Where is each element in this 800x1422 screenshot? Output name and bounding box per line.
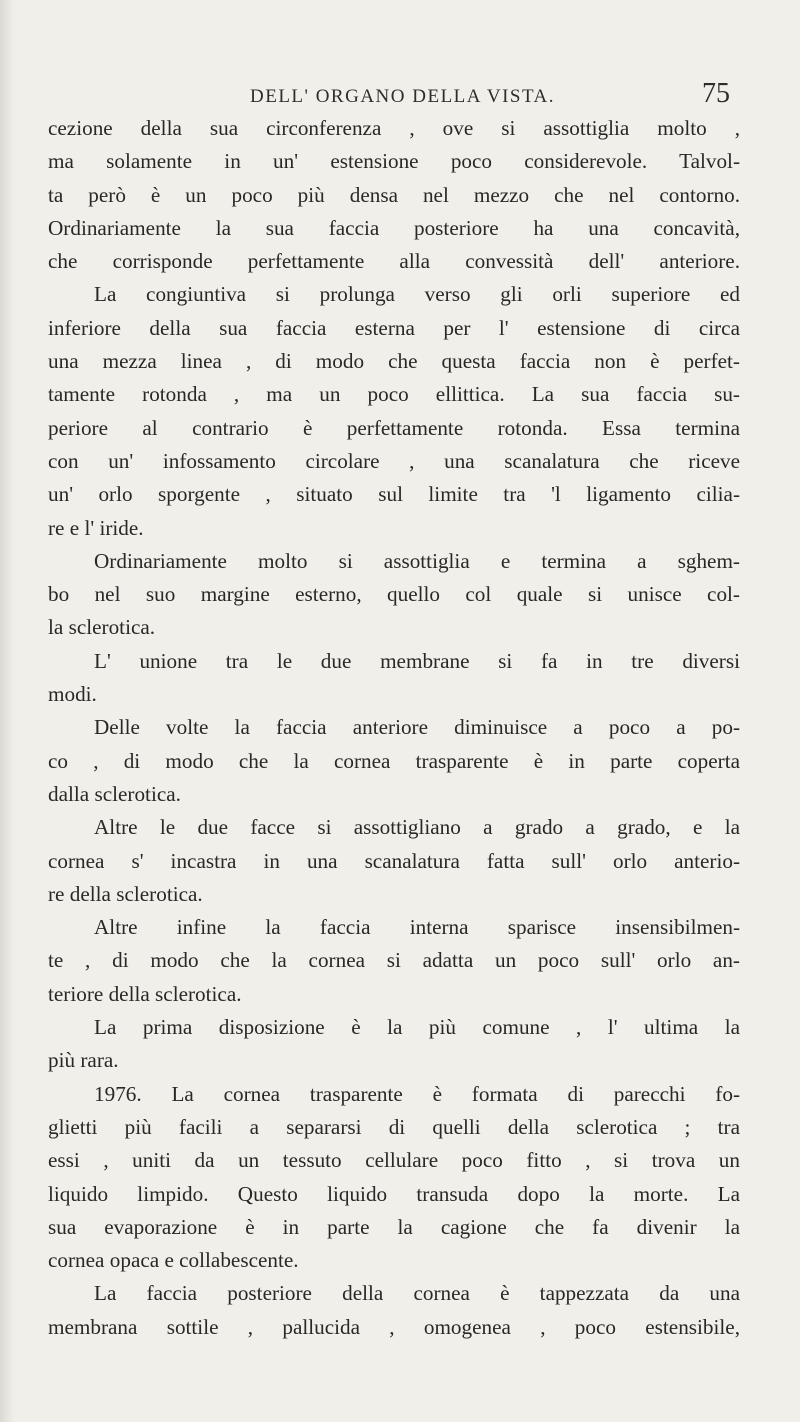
text-line: dalla sclerotica.	[48, 781, 181, 806]
text-line: membrana sottile , pallucida , omogenea , poco estensibile,	[48, 1314, 740, 1339]
text-line: sua evaporazione è in parte la cagione che fa divenir la	[48, 1214, 740, 1239]
text-line: tamente rotonda , ma un poco ellittica. La sua faccia su-	[48, 382, 740, 407]
text-line: 1976. La cornea trasparente è formata di parecchi fo-	[94, 1081, 740, 1106]
text-line: un' orlo sporgente , situato sul limite tra 'l ligamento cilia-	[48, 482, 740, 507]
text-line: Altre le due facce si assottigliano a grado a grado, e la	[94, 815, 740, 840]
text-line: modi.	[48, 682, 97, 707]
text-line: che corrisponde perfettamente alla convessità dell' anteriore.	[48, 249, 740, 274]
text-line: re della sclerotica.	[48, 881, 203, 906]
text-line: essi , uniti da un tessuto cellulare poco fitto , si trova un	[48, 1148, 740, 1173]
text-line: Altre infine la faccia interna sparisce insensibilmen-	[94, 915, 740, 940]
text-line: La faccia posteriore della cornea è tappezzata da una	[94, 1281, 740, 1306]
text-line: cezione della sua circonferenza , ove si assottiglia molto ,	[48, 116, 740, 140]
text-line: con un' infossamento circolare , una scanalatura che riceve	[48, 448, 740, 473]
text-line: Delle volte la faccia anteriore diminuisce a poco a po-	[94, 715, 740, 740]
text-line: bo nel suo margine esterno, quello col quale si unisce col-	[48, 582, 740, 607]
running-head: DELL' ORGANO DELLA VISTA.	[250, 86, 556, 107]
text-line: ta però è un poco più densa nel mezzo che nel contorno.	[48, 182, 740, 207]
text-line: La prima disposizione è la più comune , l' ultima la	[94, 1015, 740, 1040]
text-line: glietti più facili a separarsi di quelli della sclerotica ; tra	[48, 1114, 740, 1139]
text-line: co , di modo che la cornea trasparente è in parte coperta	[48, 748, 740, 773]
text-line: liquido limpido. Questo liquido transuda dopo la morte. La	[48, 1181, 740, 1206]
text-line: periore al contrario è perfettamente rotonda. Essa termina	[48, 415, 740, 440]
text-line: una mezza linea , di modo che questa faccia non è perfet-	[48, 349, 740, 374]
text-line: teriore della sclerotica.	[48, 981, 242, 1006]
text-line: L' unione tra le due membrane si fa in tre diversi	[94, 648, 740, 673]
text-line: Ordinariamente la sua faccia posteriore ha una concavità,	[48, 215, 740, 240]
text-line: inferiore della sua faccia esterna per l' estensione di circa	[48, 315, 740, 340]
page-header	[250, 78, 730, 114]
text-line: te , di modo che la cornea si adatta un poco sull' orlo an-	[48, 948, 740, 973]
page-gutter-shadow	[0, 0, 14, 1422]
text-line: re e l' iride.	[48, 515, 144, 540]
text-line: la sclerotica.	[48, 615, 156, 640]
text-line: ma solamente in un' estensione poco considerevole. Talvol-	[48, 149, 740, 174]
text-line: cornea s' incastra in una scanalatura fatta sull' orlo anterio-	[48, 848, 740, 873]
text-line: cornea opaca e collabescente.	[48, 1248, 299, 1273]
text-line: La congiuntiva si prolunga verso gli orli superiore ed	[94, 282, 740, 307]
page-number: 75	[702, 78, 730, 109]
body-text	[48, 112, 740, 1344]
text-line: più rara.	[48, 1048, 119, 1073]
text-line: Ordinariamente molto si assottiglia e termina a sghem-	[94, 548, 740, 573]
